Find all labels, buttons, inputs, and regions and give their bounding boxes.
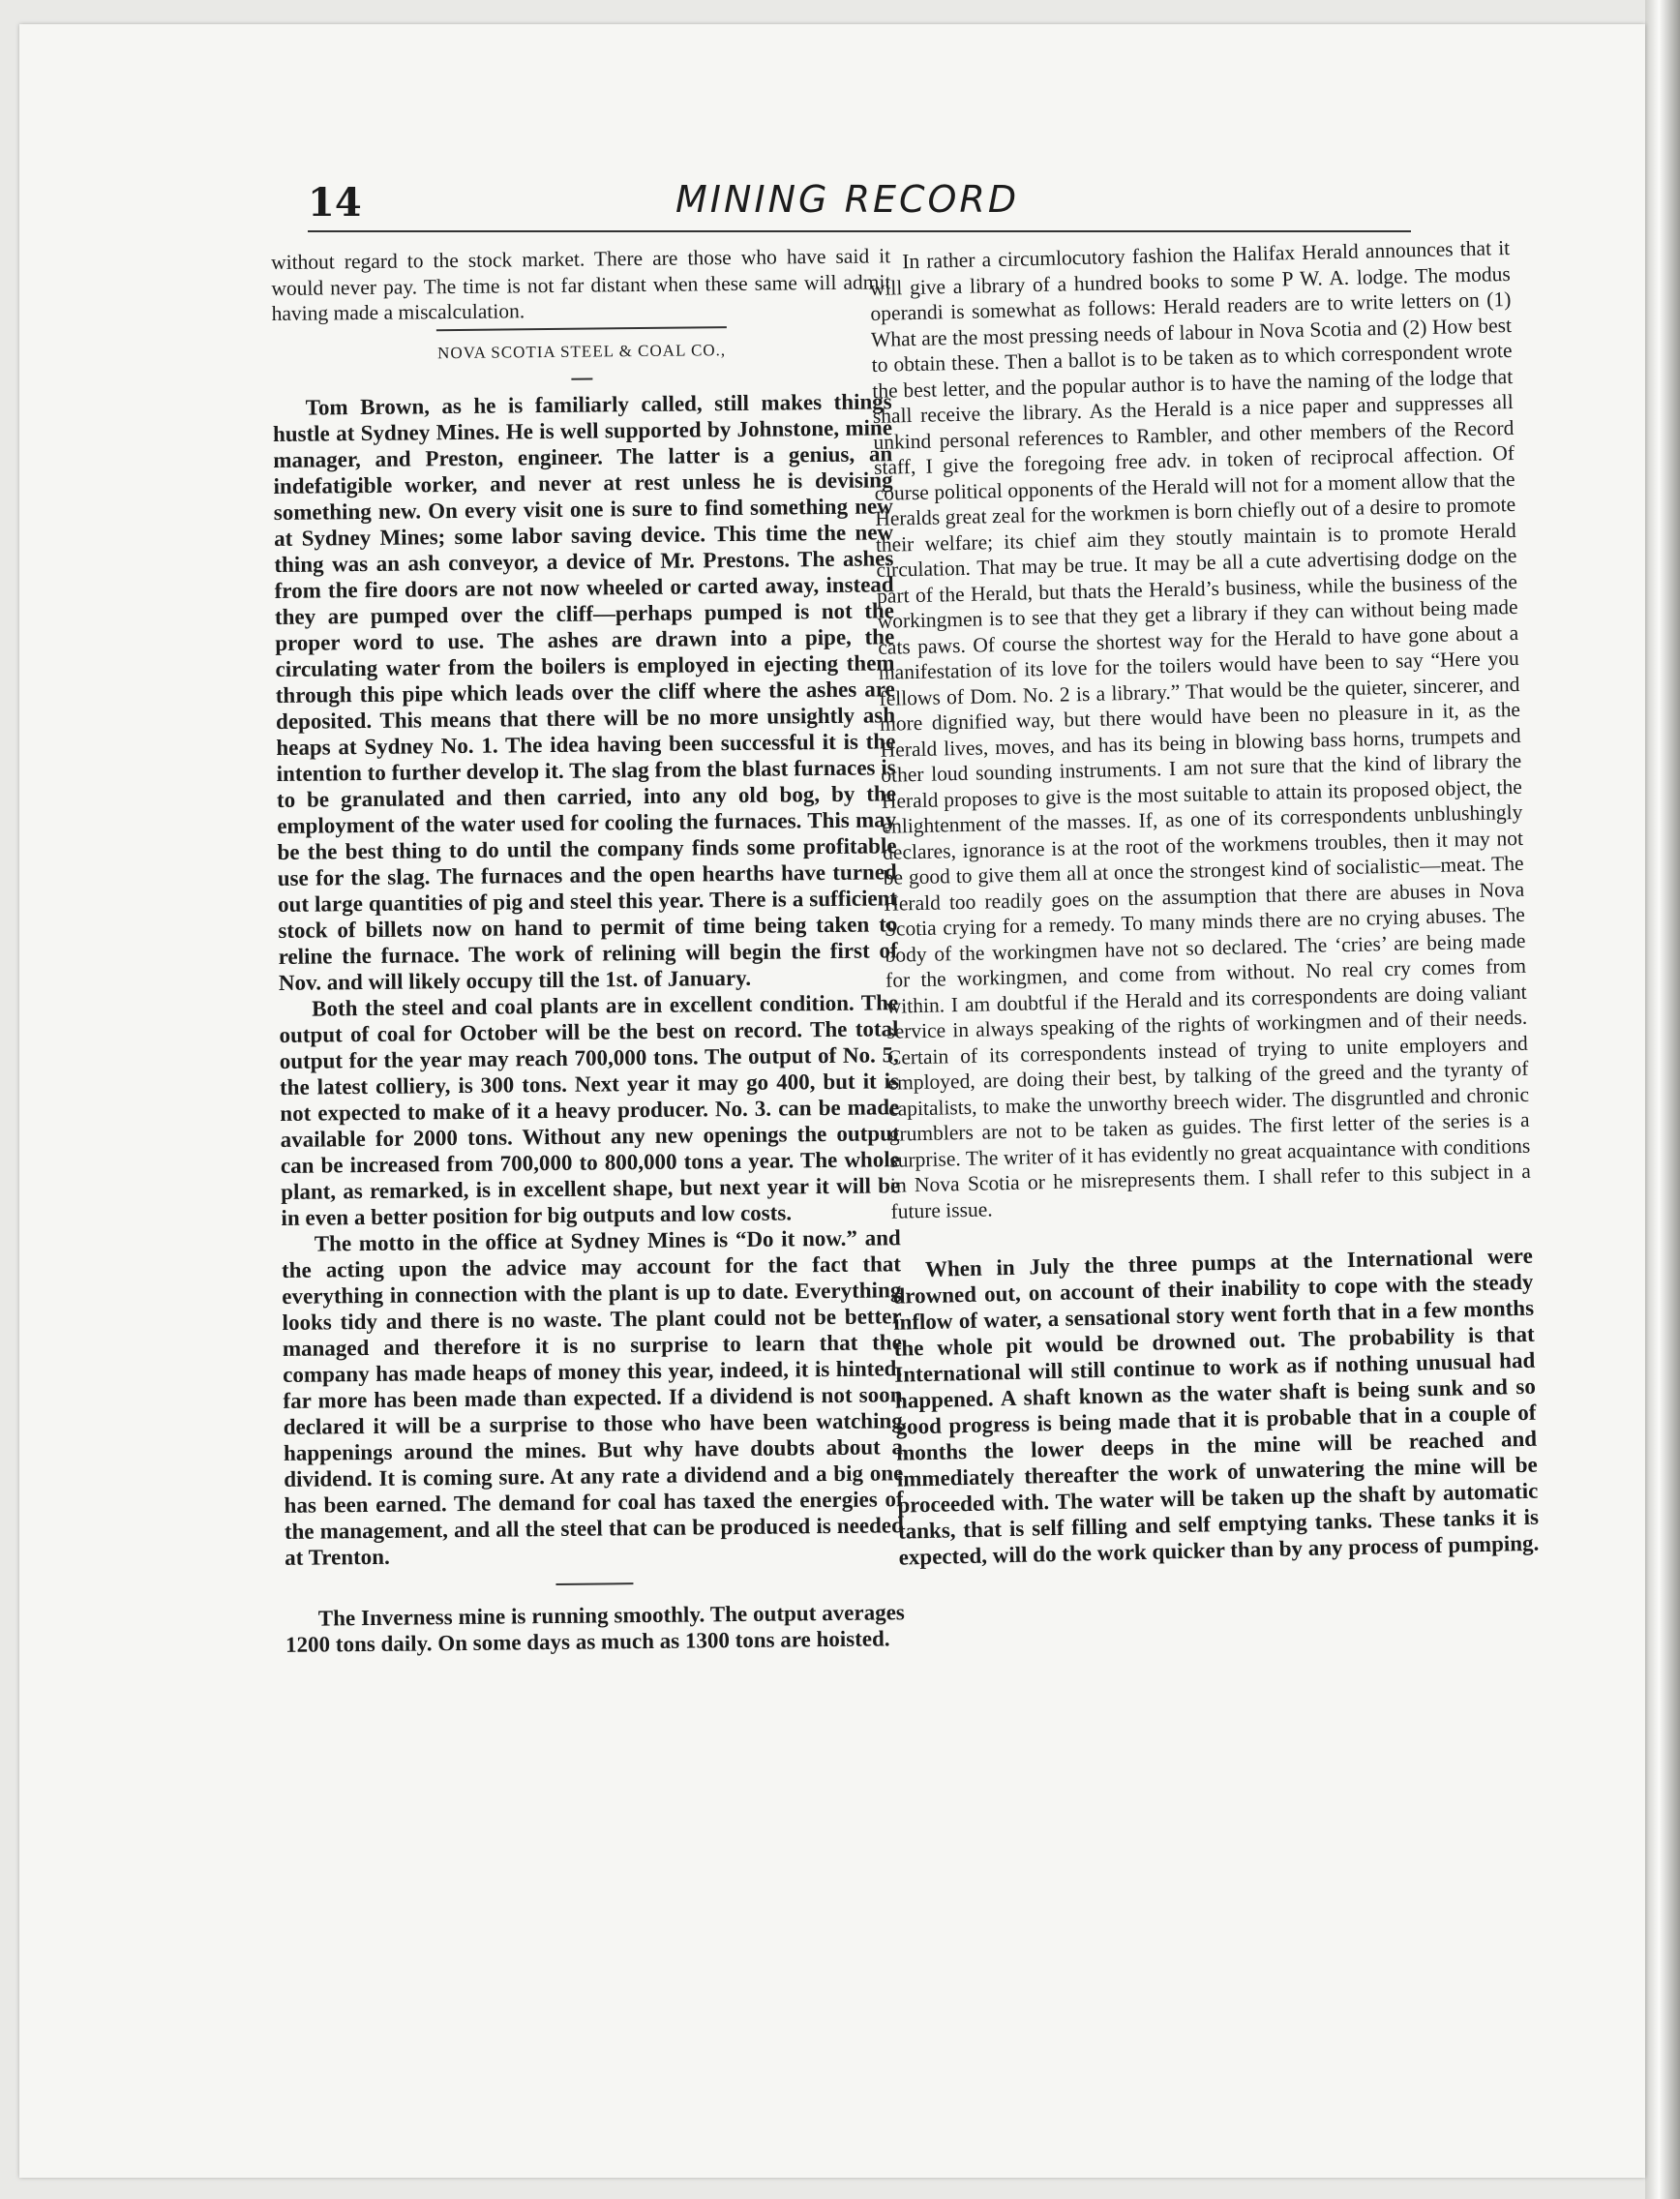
page-number: 14 [308, 180, 362, 226]
inverness-paragraph: The Inverness mine is running smoothly. The output averages 1200 tons daily. On some days as much as 1300 tons are hoisted. [285, 1600, 905, 1657]
heading-rule [571, 378, 592, 380]
left-column [271, 243, 905, 1658]
right-column [869, 235, 1540, 1571]
herald-paragraph: In rather a circumlocutory fashion the Halifax Herald announces that it will give a library of a hundred books to some P W. A. lodge. The modus operandi is somewhat as follows: Herald readers are to write letters on (1) What are the most pressing needs of labour in Nova Scotia and (2) How best to obtain these. Then a ballot is to be taken as to which correspondent wrote the best letter, and the popular author is to have the naming of the lodge that shall receive the library. As the Herald is a nice paper and suppresses all unkind personal references to Rambler, and other members of the Record staff, I give the foregoing free adv. in token of reciprocal affection. Of course political opponents of the Herald will not for a moment allow that the Heralds great zeal for the workmen is born chiefly out of a desire to promote their welfare; its chief aim they stoutly maintain is to promote Herald circulation. That may be true. It may be all a cute advertising dodge on the part of the Herald, but thats the Herald’s business, while the business of the workingmen is to see that they get a library if they can without being made cats paws. Of course the shortest way for the Herald to have gone about a manifestation of its love for the toilers would have been to say “Here you fellows of Dom. No. 2 is a library.” That would be the quieter, sincerer, and more dignified way, but there would have been no pleasure in it, as the Herald lives, moves, and has its being in blowing bass horns, trumpets and other loud sounding instruments. I am not sure that the kind of library the Herald proposes to give is the most suitable to attain its proposed object, the enlightenment of the masses. If, as one of its correspondents unblushingly declares, ignorance is at the root of the workmens troubles, then it may not be good to give them all at once the strongest kind of socialistic—meat. The Herald too readily goes on the assumption that there are abuses in Nova Scotia crying for a remedy. To many minds there are no crying abuses. The body of the workingmen have not so declared. The ‘cries’ are being made for the workingmen, and come from without. No real cry comes from within. I am doubtful if the Herald and its correspondents are doing valiant service in always speaking of the rights of workingmen and of their needs. Certain of its correspondents instead of trying to unite employers and employed, are doing their best, by talking of the greed and the tyranty of capitalists, to make the unworthy breech wider. The disgruntled and chronic grumblers are not to be taken as guides. The first letter of the series is a surprise. The writer of it has evidently no great acquaintance with conditions in Nova Scotia or he misrepresents them. I shall refer to this subject in a future issue. [869, 235, 1532, 1223]
scan-page-edge [1645, 0, 1680, 2199]
nova-scotia-article [273, 388, 905, 1571]
page-header [308, 172, 1411, 232]
article-paragraph: The motto in the office at Sydney Mines is “Do it now.” and the acting upon the advice may account for the fact that everything in connection with the plant is up to date. Everything looks tidy and there is no waste. The plant could not be better managed and therefore it is no surprise to learn that the company has made heaps of money this year, indeed, it is hinted, far more has been made than expected. If a dividend is not soon declared it will be a surprise to those who have been watching happenings around the mines. But why have doubts about a dividend. It is coming sure. At any rate a dividend and a big one has been earned. The demand for coal has taxed the energies of the management, and all the steel that can be produced is needed at Trenton. [281, 1225, 904, 1570]
international-paragraph: When in July the three pumps at the International were drowned out, on account of their inability to cope with the steady inflow of water, a sensational story went forth that in a few months the whole pit would be drowned out. The probability is that International will still continue to work as if nothing unusual had happened. A shaft known as the water shaft is being sunk and so good progress is being made that it is probable that in a couple of months the lower deeps in the mine will be reached and immediately thereafter the work of unwatering the mine will be proceeded with. The water will be taken up the shaft by automatic tanks, that is self filling and self emptying tanks. These tanks it is expected, will do the work quicker than by any process of pumping. [892, 1243, 1540, 1570]
article-paragraph: Both the steel and coal plants are in excellent condition. The output of coal for October will be the best on record. The total output for the year may reach 700,000 tons. The output of No. 5, the latest colliery, is 300 tons. Next year it may go 400, but it is not expected to make of it a heavy producer. No. 3. can be made available for 2000 tons. Without any new openings the output can be increased from 700,000 to 800,000 tons a year. The whole plant, as remarked, is in excellent shape, but next year it will be in even a better position for big outputs and low costs. [279, 990, 901, 1230]
article-paragraph: Tom Brown, as he is familiarly called, still makes things hustle at Sydney Mines. He is well supported by Johnstone, mine manager, and Preston, engineer. The latter is a genius, an indefatigible worker, and never at rest unless he is devising something new. On every visit one is sure to find something new at Sydney Mines; some labor saving device. This time the new thing was an ash conveyor, a device of Mr. Prestons. The ashes from the fire doors are not now wheeled or carted away, instead they are pumped over the cliff—perhaps pumped is not the proper word to use. The ashes are drawn into a pipe, the circulating water from the boilers is employed in ejecting them through this pipe which leads over the cliff where the ashes are deposited. This means that there will be no more unsightly ash heaps at Sydney No. 1. The idea having been successful it is the intention to further develop it. The slag from the blast furnaces is to be granulated and then carried, into any old bog, by the employment of the water used for cooling the furnaces. This may be the best thing to do until the company finds some profitable use for the slag. The furnaces and the open hearths have turned out large quantities of pig and steel this year. There is a sufficient stock of billets now on hand to permit of time being taken to reline the furnace. The work of relining will begin the first of Nov. and will likely occupy till the 1st. of January. [272, 389, 898, 995]
section-divider [555, 1582, 633, 1585]
section-divider [436, 326, 727, 331]
intro-paragraph: without regard to the stock market. There are those who have said it would never pay. The time is not far distant when these same will admit having made a miscalculation. [271, 244, 891, 325]
section-heading: NOVA SCOTIA STEEL & COAL CO., [437, 340, 727, 362]
journal-title: MINING RECORD [675, 178, 1020, 221]
